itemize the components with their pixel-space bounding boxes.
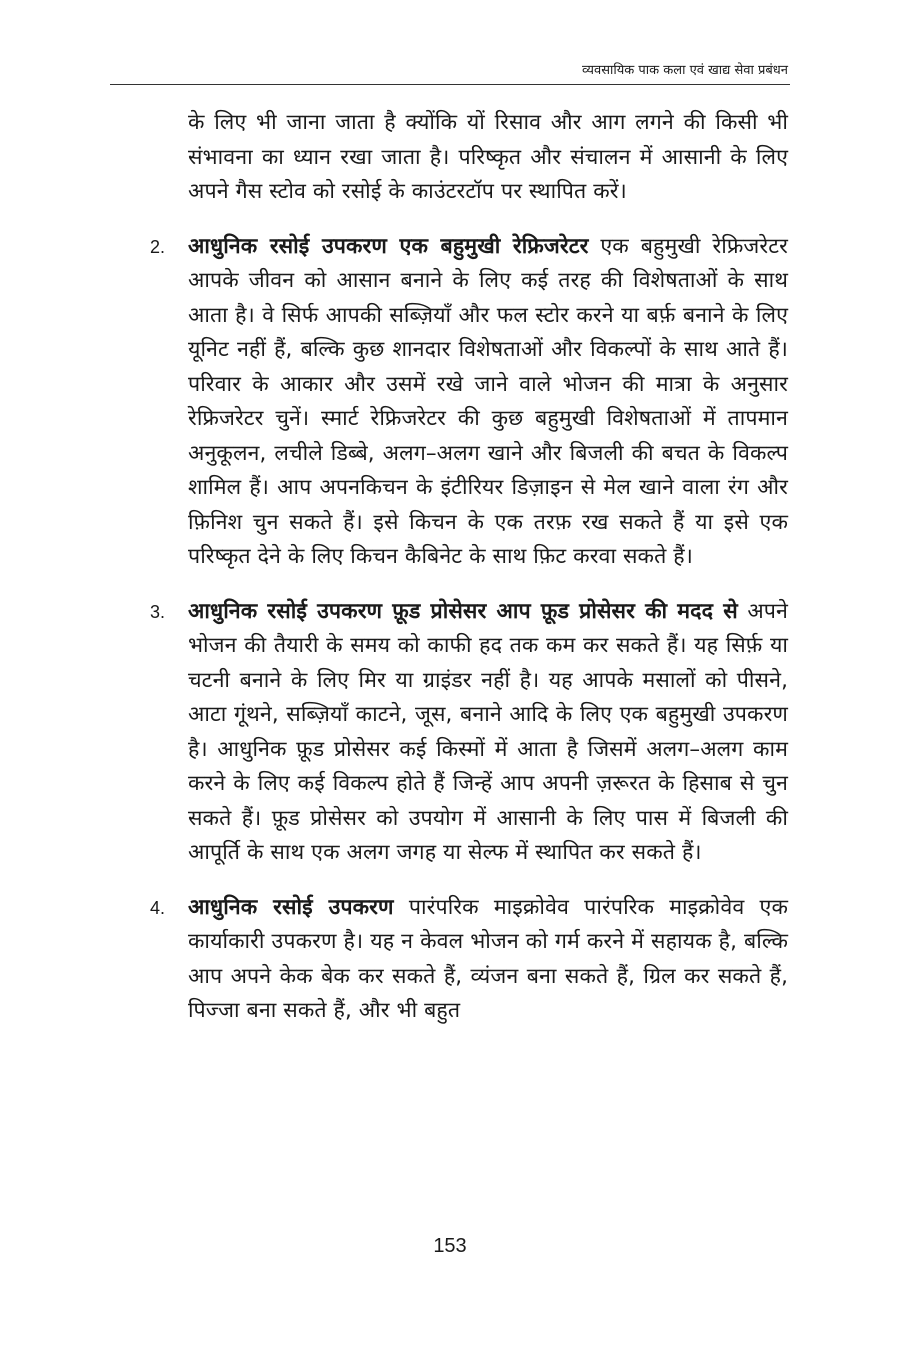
list-item-text (188, 595, 788, 871)
header-divider (110, 84, 790, 85)
item-body: अपने भोजन की तैयारी के समय को काफी हद तक कम कर सकते हैं। यह सिर्फ़ या चटनी बनाने के लिए मिर या ग्राइंडर नहीं है। यह आपके मसालों को पीसने, आटा गूंथने, सब्ज़ियाँ काटने, जूस, बनाने आदि के लिए एक बहुमुखी उपकरण है। आधुनिक फ़ूड प्रोसेसर कई किस्मों में आता है जिसमें अलग–अलग काम करने के लिए कई विकल्प होते हैं जिन्हें आप अपनी ज़रूरत के हिसाब से चुन सकते हैं। फ़ूड प्रोसेसर को उपयोग में आसानी के लिए पास में बिजली की आपूर्ति के साथ एक अलग जगह या सेल्फ में स्थापित कर सकते हैं। (188, 598, 788, 865)
list-item-3 (150, 595, 788, 871)
running-header: व्यवसायिक पाक कला एवं खाद्य सेवा प्रबंधन (582, 63, 788, 78)
item-body: एक बहुमुखी रेफ्रिजरेटर आपके जीवन को आसान बनाने के लिए कई तरह की विशेषताओं के साथ आता है। वे सिर्फ आपकी सब्ज़ियाँ और फल स्टोर करने या बर्फ़ बनाने के लिए यूनिट नहीं हैं, बल्कि कुछ शानदार विशेषताओं और विकल्पों के साथ आते हैं। परिवार के आकार और उसमें रखे जाने वाले भोजन की मात्रा के अनुसार रेफ्रिजरेटर चुनें। स्मार्ट रेफ्रिजरेटर की कुछ बहुमुखी विशेषताओं में तापमान अनुकूलन, लचीले डिब्बे, अलग–अलग खाने और बिजली की बचत के विकल्प शामिल हैं। आप अपनकिचन के इंटीरियर डिज़ाइन से मेल खाने वाला रंग और फ़िनिश चुन सकते हैं। इसे किचन के एक तरफ़ रख सकते हैं या इसे एक परिष्कृत देने के लिए किचन कैबिनेट के साथ फ़िट करवा सकते हैं। (188, 233, 788, 569)
list-number: 4. (150, 897, 166, 918)
continued-paragraph: के लिए भी जाना जाता है क्योंकि यों रिसाव और आग लगने की किसी भी संभावना का ध्यान रखा जाता है। परिष्कृत और संचालन में आसानी के लिए अपने गैस स्टोव को रसोई के काउंटरटॉप पर स्थापित करें। (188, 110, 788, 204)
item-title: आधुनिक रसोई उपकरण (188, 894, 394, 920)
list-item-2 (150, 230, 788, 575)
list-number: 3. (150, 601, 166, 622)
list-item-4 (150, 891, 789, 1029)
list-item-text (188, 891, 788, 1029)
page-body (150, 106, 789, 1029)
page-number: 153 (433, 1235, 467, 1257)
item-body: पारंपरिक माइक्रोवेव पारंपरिक माइक्रोवेव एक कार्याकारी उपकरण है। यह न केवल भोजन को गर्म करने में सहायक है, बल्कि आप अपने केक बेक कर सकते हैं, व्यंजन बना सकते हैं, ग्रिल कर सकते हैं, पिज्जा बना सकते हैं, और भी बहुत (188, 894, 789, 1023)
item-title: आधुनिक रसोई उपकरण एक बहुमुखी रेफ्रिजरेटर (188, 233, 589, 259)
item-title: आधुनिक रसोई उपकरण फ़ूड प्रोसेसर आप फ़ूड प्रोसेसर की मदद से (188, 598, 738, 624)
list-item-text (188, 230, 788, 575)
list-number: 2. (150, 236, 166, 257)
